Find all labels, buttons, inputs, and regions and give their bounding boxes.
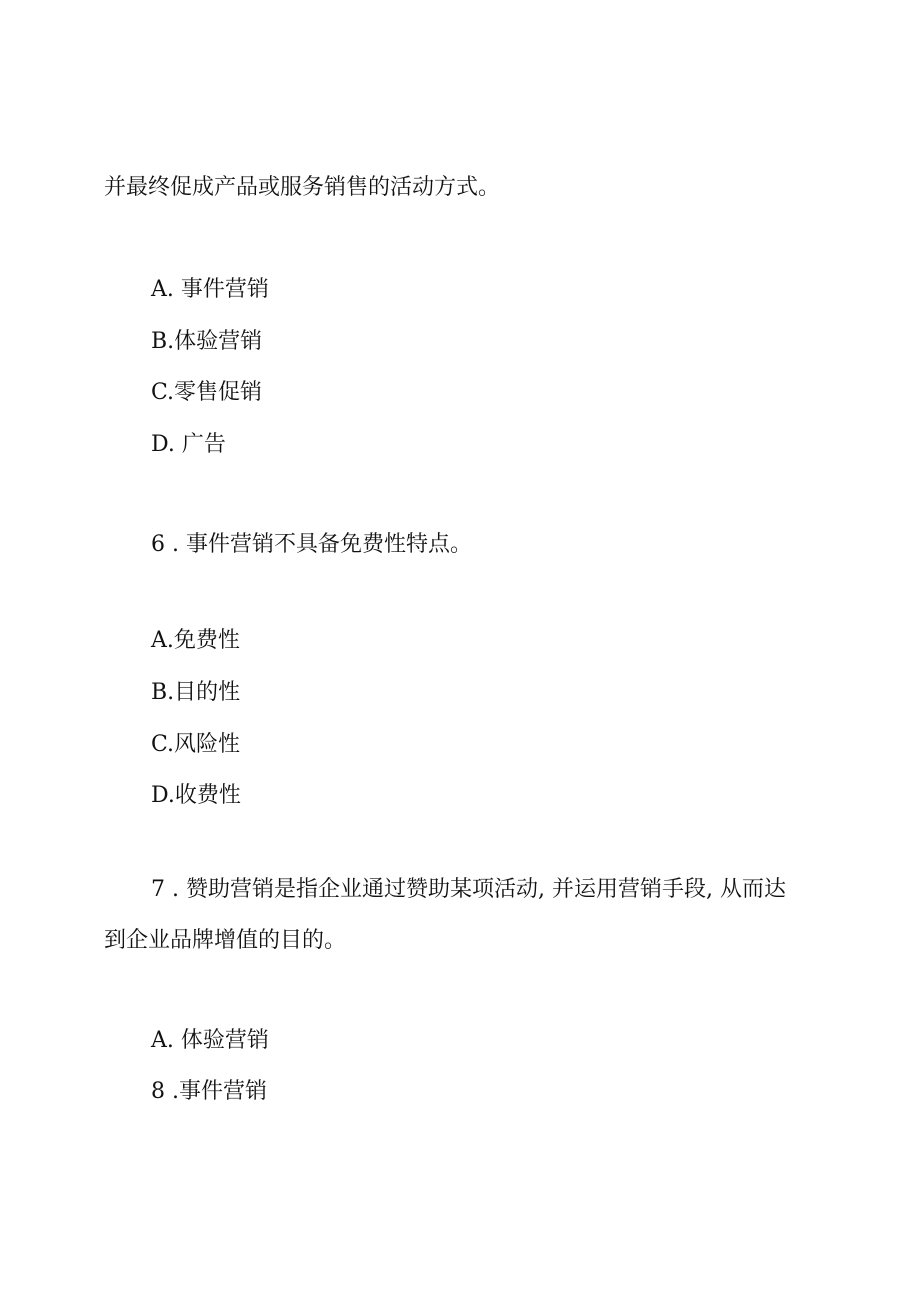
- q7-option-a: A. 体验营销: [151, 1028, 269, 1053]
- q5-option-d: D. 广告: [151, 432, 226, 457]
- q6-option-a: A.免费性: [151, 628, 240, 653]
- question-6-stem: 6 . 事件营销不具备免费性特点。: [151, 532, 472, 557]
- q5-option-a: A. 事件营销: [151, 277, 269, 302]
- question-5-stem-continuation: 并最终促成产品或服务销售的活动方式。: [104, 175, 501, 200]
- q6-option-c: C.风险性: [151, 732, 241, 757]
- question-7-stem-line-1: 7 . 赞助营销是指企业通过赞助某项活动, 并运用营销手段, 从而达: [151, 877, 786, 902]
- question-7-stem-line-2: 到企业品牌增值的目的。: [104, 928, 347, 953]
- q6-option-b: B.目的性: [151, 680, 241, 705]
- q5-option-c: C.零售促销: [151, 380, 263, 405]
- q5-option-b: B.体验营销: [151, 329, 263, 354]
- q6-option-d: D.收费性: [151, 783, 241, 808]
- q7-option-b: 8 .事件营销: [151, 1079, 267, 1104]
